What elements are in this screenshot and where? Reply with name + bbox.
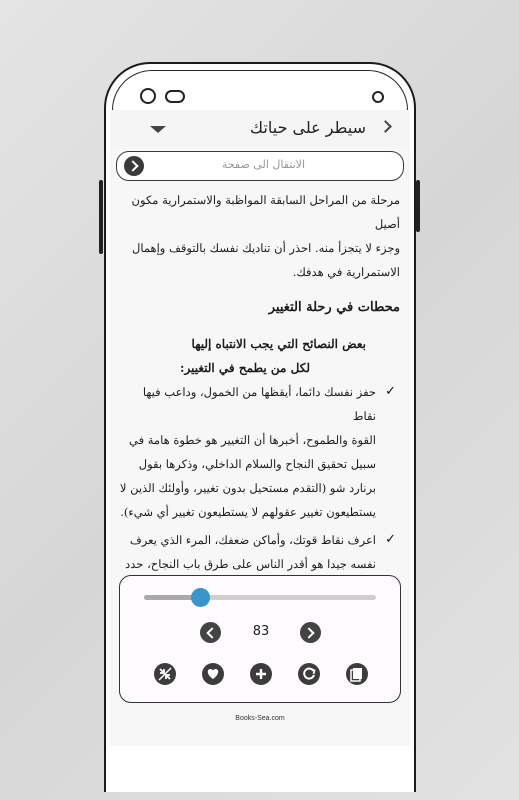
text-line: وجزء لا يتجزأ منه. احذر أن تناديك نفسك بالتوقف وإهمال	[132, 241, 400, 255]
book-text	[118, 188, 400, 578]
section-subheading: لكل من يطمح في التغيير:	[180, 361, 310, 375]
refresh-icon[interactable]	[298, 663, 320, 685]
app-screen	[110, 110, 410, 746]
check-icon: ✓	[385, 384, 396, 399]
text-line: القوة والطموح، أخبرها أن التغيير هو خطوة هامة في	[129, 433, 376, 447]
speaker-grille	[165, 90, 185, 103]
heart-icon[interactable]	[202, 663, 224, 685]
text-line: نفسه جيدا هو أقدر الناس على طرق باب النجاح، حدد	[125, 557, 376, 571]
toolbar	[154, 663, 374, 687]
go-to-page-placeholder: الانتقال الى صفحة	[221, 158, 305, 171]
check-icon: ✓	[385, 532, 396, 547]
next-page-button[interactable]	[300, 622, 321, 643]
text-line: سبيل تحقيق النجاح والسلام الداخلي، وذكرها بقول	[138, 457, 376, 471]
text-line: حفز نفسك دائما، أيقظها من الخمول، وداعب فيها نقاط	[142, 385, 376, 423]
page-number: 83	[252, 624, 270, 639]
previous-page-button[interactable]	[200, 622, 221, 643]
reader-controls-panel	[119, 575, 401, 703]
text-line: اعرف نقاط قوتك، وأماكن ضعفك، المرء الذي يعرف	[129, 533, 376, 547]
shrink-icon[interactable]	[154, 663, 176, 685]
page-title: سيطر على حياتك	[249, 118, 366, 137]
plus-icon[interactable]	[250, 663, 272, 685]
sensor-icon	[372, 91, 384, 103]
page-slider[interactable]	[144, 595, 376, 600]
front-camera-icon	[140, 88, 156, 104]
section-heading: محطات في رحلة التغيير	[268, 300, 400, 315]
copy-icon[interactable]	[346, 663, 368, 685]
dropdown-triangle-icon[interactable]	[150, 126, 166, 133]
go-to-page-field[interactable]	[116, 151, 404, 181]
top-bar	[110, 110, 410, 148]
text-line: الاستمرارية في هدفك.	[292, 265, 400, 279]
section-subheading: بعض النصائح التي يجب الانتباه إليها	[191, 337, 366, 351]
phone-side-button-left	[99, 180, 103, 254]
page-slider-thumb[interactable]	[191, 588, 210, 607]
brand-logo: Books-Sea.com	[235, 715, 285, 722]
text-line: مرحلة من المراحل السابقة المواظبة والاستمرارية مكون أصيل	[131, 193, 400, 231]
go-arrow-icon[interactable]	[124, 156, 144, 176]
phone-side-button-right	[416, 180, 420, 232]
text-line: يستطيعون تغيير عقولهم لا يستطيعون تغيير أي شيء).	[120, 505, 376, 519]
back-chevron-icon[interactable]	[379, 120, 392, 133]
list-item	[118, 380, 400, 524]
text-line: برنارد شو (التقدم مستحيل بدون تغيير، وأولئك الذين لا	[119, 481, 376, 495]
list-item	[118, 528, 400, 576]
